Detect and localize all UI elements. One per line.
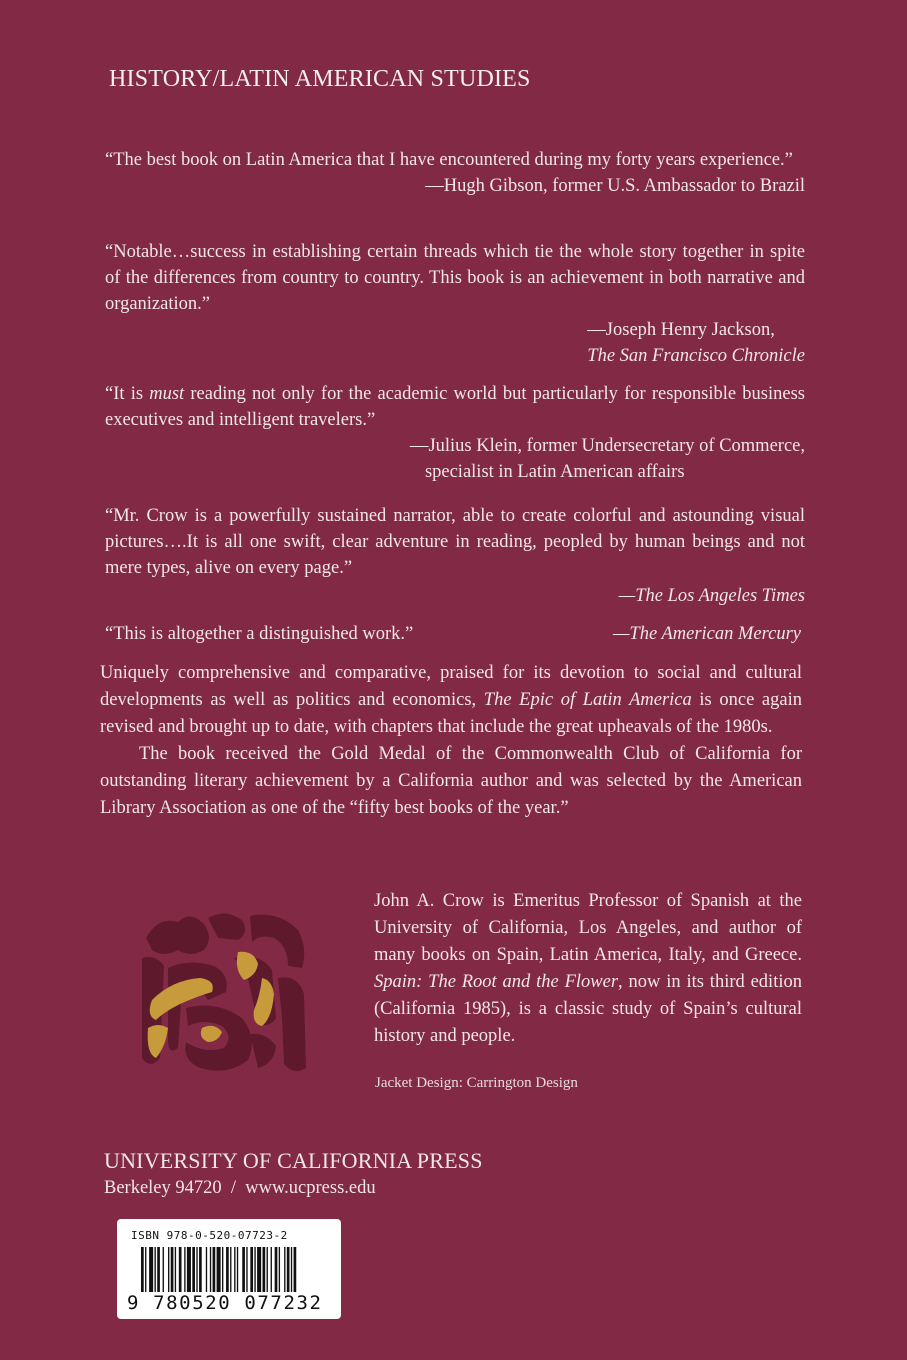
blurb-quote-part: “It is bbox=[105, 384, 150, 404]
category-label: HISTORY/LATIN AMERICAN STUDIES bbox=[109, 66, 531, 92]
blurb-source: —The Los Angeles Times bbox=[618, 586, 805, 606]
description-paragraph: The book received the Gold Medal of the Commonwealth Club of California for outstanding literary achievement by a California author and was selected by the American Library Association as one of the “fifty best books of the year.” bbox=[100, 744, 802, 818]
blurb-source-line: —Joseph Henry Jackson, bbox=[587, 320, 775, 340]
blurb-1 bbox=[105, 147, 805, 199]
blurb-source bbox=[410, 433, 805, 485]
emblem-icon bbox=[138, 908, 310, 1078]
blurb-2 bbox=[105, 239, 805, 369]
barcode-digits-text: 9 780520 077232 bbox=[127, 1292, 323, 1314]
description-paragraph bbox=[100, 660, 802, 741]
blurb-quote: “Notable…success in establishing certain threads which tie the whole story together in spite of the differences from country to country. This book is an achievement in both narrative and organization.” bbox=[105, 242, 805, 314]
blurb-source bbox=[587, 317, 805, 369]
blurb-3 bbox=[105, 381, 805, 485]
barcode-digits bbox=[125, 1292, 335, 1314]
book-title: The Epic of Latin America bbox=[483, 690, 692, 710]
blurb-source: —The American Mercury bbox=[612, 624, 801, 644]
publisher-name: UNIVERSITY OF CALIFORNIA PRESS bbox=[104, 1148, 483, 1173]
blurb-quote: “The best book on Latin America that I have encountered during my forty years experience.” bbox=[105, 150, 793, 170]
author-bio-text: , now in its third edition (California 1985), is a classic study of Spain’s cultural history and people. bbox=[374, 972, 802, 1046]
blurb-source: —Hugh Gibson, former U.S. Ambassador to Brazil bbox=[425, 176, 805, 196]
blurb-source-line: specialist in Latin American affairs bbox=[424, 462, 685, 482]
publisher-address: Berkeley 94720 / www.ucpress.edu bbox=[104, 1178, 376, 1198]
blurb-4 bbox=[105, 503, 805, 609]
book-description bbox=[100, 660, 802, 822]
blurb-quote-part: reading not only for the academic world but particularly for responsible business executives and intelligent travelers.” bbox=[105, 384, 806, 430]
author-bio bbox=[374, 888, 802, 1050]
barcode-panel bbox=[117, 1219, 341, 1319]
blurb-quote: “Mr. Crow is a powerfully sustained narrator, able to create colorful and astounding visual pictures….It is all one swift, clear adventure in reading, peopled by human beings and not mere types, alive on every page.” bbox=[105, 506, 805, 578]
book-title: Spain: The Root and the Flower bbox=[374, 972, 619, 992]
blurb-source-publication: The San Francisco Chronicle bbox=[587, 346, 805, 366]
blurb-quote: “This is altogether a distinguished work.” bbox=[105, 624, 414, 644]
blurb-source-line: —Julius Klein, former Undersecretary of Commerce, bbox=[409, 436, 805, 456]
blurb-quote bbox=[105, 381, 805, 433]
author-bio-paragraph bbox=[374, 888, 802, 1050]
isbn-label: ISBN 978-0-520-07723-2 bbox=[131, 1229, 288, 1242]
jacket-design-credit: Jacket Design: Carrington Design bbox=[375, 1075, 578, 1091]
author-bio-text: John A. Crow is Emeritus Professor of Spanish at the University of California, Los Angeles, and author of many books on Spain, Latin America, Italy, and Greece. bbox=[374, 891, 802, 965]
description-text: Uniquely comprehensive and comparative, praised for its devotion to social and cultural developments as well as politics and economics, bbox=[100, 663, 802, 710]
blurb-quote-emphasis: must bbox=[149, 384, 185, 404]
description-text: is once again revised and brought up to date, with chapters that include the great upheavals of the 1980s. bbox=[100, 690, 802, 737]
